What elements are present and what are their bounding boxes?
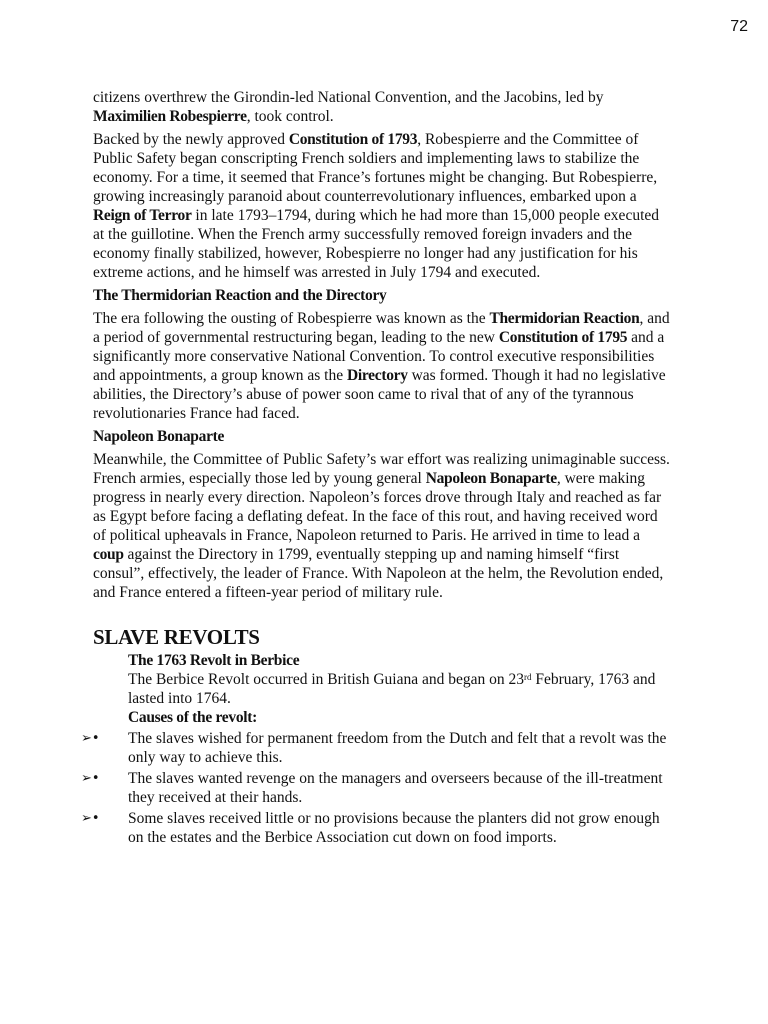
section-title-slave-revolts: SLAVE REVOLTS xyxy=(93,625,260,649)
paragraph-napoleon xyxy=(93,450,673,602)
text-run: Meanwhile, the Committee of Public Safety’s war effort was realizing unimaginable success. French armies, especially those led by young general xyxy=(93,451,670,487)
text-run: , and a period of governmental restructuring began, leading to the new xyxy=(93,310,670,346)
list-item xyxy=(81,809,673,847)
heading-causes: Causes of the revolt: xyxy=(128,709,258,726)
heading-berbice-revolt: The 1763 Revolt in Berbice xyxy=(128,652,300,669)
text-run: against the Directory in 1799, eventually stepping up and naming himself “first consul”, effectively, the leader of France. With Napoleon at the helm, the Revolution ended, and France entered a fifteen-year period of military rule. xyxy=(93,546,664,601)
text-run: , Robespierre and the Committee of Public Safety began conscripting French soldiers and implementing laws to stabilize the economy. For a time, it seemed that France’s fortunes might be changing. But Robespierre, growing increasingly paranoid about counterrevolutionary influences, embarked upon a xyxy=(93,131,658,205)
paragraph-reign-of-terror xyxy=(93,130,673,282)
text-run: , were making progress in nearly every direction. Napoleon’s forces drove through Italy and reached as far as Egypt before facing a deflating defeat. In the face of this rout, and having received word of political upheavals in France, Napoleon returned to Paris. He arrived in time to lead a xyxy=(93,470,662,544)
paragraph-thermidorian xyxy=(93,309,673,423)
keyword-coup: coup xyxy=(93,546,124,563)
text-run: February, 1763 and lasted into 1764. xyxy=(128,671,656,707)
keyword-robespierre: Maximilien Robespierre xyxy=(93,108,247,125)
text-run: Backed by the newly approved xyxy=(93,131,289,148)
text-run: was formed. Though it had no legislative abilities, the Directory’s abuse of power soon came to rival that of any of the tyrannous revolutionaries France had faced. xyxy=(93,367,666,422)
text-run: The Berbice Revolt occurred in British Guiana and began on 23 xyxy=(128,671,524,688)
text-run: citizens overthrew the Girondin-led National Convention, and the Jacobins, led by xyxy=(93,89,604,106)
keyword-reign-of-terror: Reign of Terror xyxy=(93,207,192,224)
revolt-section xyxy=(128,651,673,727)
list-item-text: The slaves wanted revenge on the managers and overseers because of the ill-treatment they received at their hands. xyxy=(128,770,663,806)
list-item xyxy=(81,769,673,807)
keyword-thermidorian-reaction: Thermidorian Reaction xyxy=(489,310,640,327)
paragraph-berbice-intro xyxy=(128,670,673,708)
text-run: , took control. xyxy=(246,108,334,125)
list-item xyxy=(81,729,673,767)
heading-thermidorian-reaction: The Thermidorian Reaction and the Directory xyxy=(93,287,387,304)
arrow-bullet-icon: ➢• xyxy=(81,811,100,826)
arrow-bullet-icon: ➢• xyxy=(81,731,100,746)
text-run: and a significantly more conservative National Convention. To control executive responsibilities and appointments, a group known as the xyxy=(93,329,665,384)
paragraph-jacobins xyxy=(93,88,673,126)
text-run: in late 1793–1794, during which he had more than 15,000 people executed at the guillotine. When the French army successfully removed foreign invaders and the economy finally stabilized, however, Robespierre no longer had any justification for his extreme actions, and he himself was arrested in July 1794 and executed. xyxy=(93,207,660,281)
keyword-napoleon-bonaparte: Napoleon Bonaparte xyxy=(425,470,557,487)
keyword-constitution-1795: Constitution of 1795 xyxy=(498,329,628,346)
page-number: 72 xyxy=(730,18,748,35)
list-item-text: The slaves wished for permanent freedom from the Dutch and felt that a revolt was the only way to achieve this. xyxy=(128,730,667,766)
list-item-text: Some slaves received little or no provisions because the planters did not grow enough on the estates and the Berbice Association cut down on food imports. xyxy=(128,810,660,846)
keyword-constitution-1793: Constitution of 1793 xyxy=(288,131,418,148)
causes-list xyxy=(81,729,673,847)
ordinal-suffix: rd xyxy=(524,672,532,682)
keyword-directory: Directory xyxy=(346,367,408,384)
page-body xyxy=(81,88,673,849)
heading-napoleon-bonaparte: Napoleon Bonaparte xyxy=(93,428,225,445)
text-run: The era following the ousting of Robespierre was known as the xyxy=(93,310,490,327)
arrow-bullet-icon: ➢• xyxy=(81,771,100,786)
